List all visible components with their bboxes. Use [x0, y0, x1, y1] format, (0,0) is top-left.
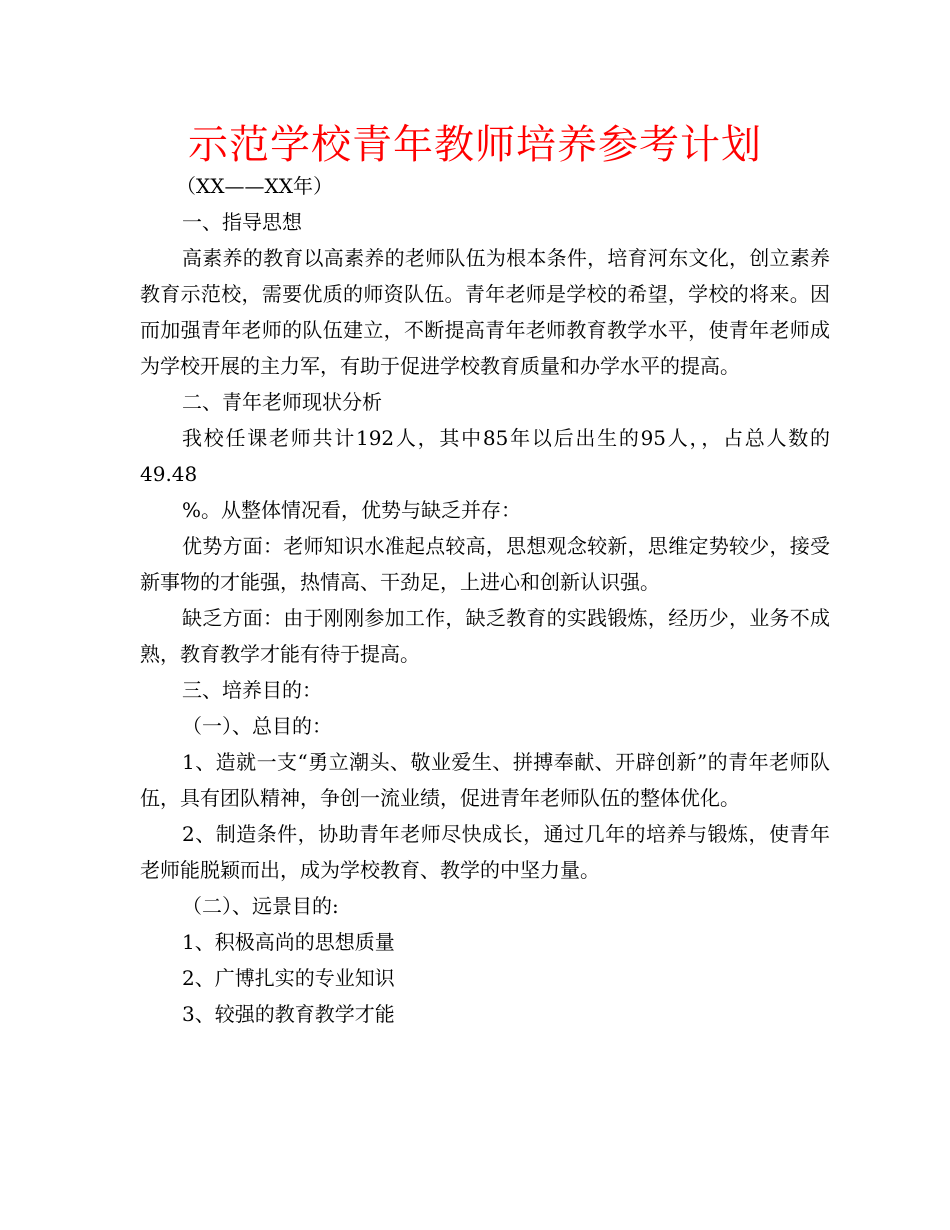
section-3-goal-1: 1、积极高尚的思想质量	[182, 930, 395, 954]
section-2-paragraph-2: %。从整体情况看，优势与缺乏并存：	[182, 498, 522, 522]
section-1-heading: 一、指导思想	[182, 210, 302, 234]
section-2-paragraph-4: 缺乏方面：由于刚刚参加工作，缺乏教育的实践锻炼，经历少，业务不成熟，教育教学才能有待于提高。	[140, 606, 830, 666]
section-2-paragraph-1: 我校任课老师共计192人，其中85年以后出生的95人，，占总人数的49.48	[140, 426, 830, 486]
section-3-subheading-2: （二）、远景目的:	[182, 894, 339, 918]
date-range: （XX——XX年）	[176, 174, 333, 198]
section-3-goal-2: 2、广博扎实的专业知识	[182, 966, 395, 990]
section-3-subheading-1: （一）、总目的：	[182, 714, 332, 738]
document-body	[140, 168, 830, 1032]
section-1-paragraph: 高素养的教育以高素养的老师队伍为根本条件，培育河东文化，创立素养教育示范校，需要优质的师资队伍。青年老师是学校的希望，学校的将来。因而加强青年老师的队伍建立，不断提高青年老师教育教学水平，使青年老师成为学校开展的主力军，有助于促进学校教育质量和办学水平的提高。	[140, 246, 830, 378]
document-title: 示范学校青年教师培养参考计划	[188, 122, 762, 168]
section-3-item-1: 1、造就一支“勇立潮头、敬业爱生、拼搏奉献、开辟创新”的青年老师队伍，具有团队精神，争创一流业绩，促进青年老师队伍的整体优化。	[140, 750, 830, 810]
section-2-heading: 二、青年老师现状分析	[182, 390, 382, 414]
section-3-heading: 三、培养目的：	[182, 678, 322, 702]
section-3-item-2: 2、制造条件，协助青年老师尽快成长，通过几年的培养与锻炼，使青年老师能脱颖而出，成为学校教育、教学的中坚力量。	[140, 822, 830, 882]
section-2-paragraph-3: 优势方面：老师知识水准起点较高，思想观念较新，思维定势较少，接受新事物的才能强，热情高、干劲足，上进心和创新认识强。	[140, 534, 830, 594]
section-3-goal-3: 3、较强的教育教学才能	[182, 1002, 395, 1026]
